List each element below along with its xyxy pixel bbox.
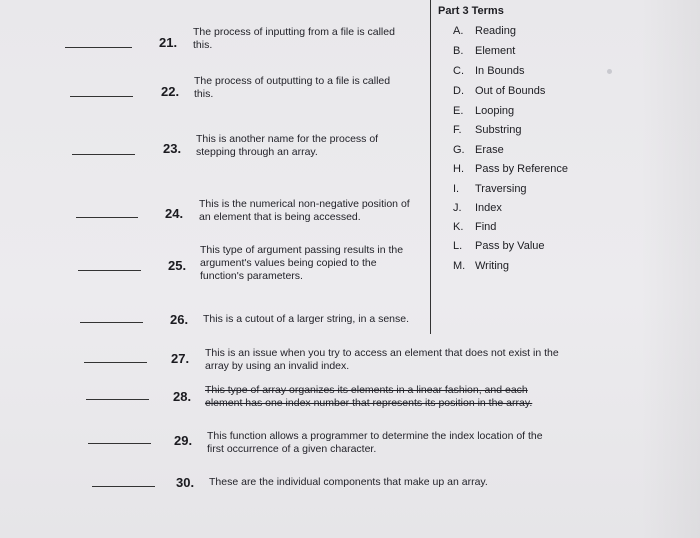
answer-blank-25[interactable] — [78, 270, 141, 271]
question-text-21: The process of inputting from a file is called this. — [193, 26, 395, 51]
answer-blank-27[interactable] — [84, 362, 147, 363]
term-g: G. Erase — [453, 144, 504, 156]
answer-blank-26[interactable] — [80, 322, 143, 323]
question-number-22: 22. — [161, 84, 180, 99]
term-m: M. Writing — [453, 260, 510, 272]
term-c: C. In Bounds — [453, 65, 525, 77]
question-number-24: 24. — [165, 206, 184, 221]
term-h: H. Pass by Reference — [453, 163, 568, 175]
answer-blank-29[interactable] — [88, 443, 151, 444]
question-text-25: This type of argument passing results in the argument's values being copied to the function's parameters. — [200, 244, 404, 282]
question-number-23: 23. — [163, 141, 182, 156]
question-text-23: This is another name for the process of stepping through an array. — [196, 133, 379, 158]
answer-blank-21[interactable] — [65, 47, 132, 48]
question-text-26: This is a cutout of a larger string, in a sense. — [203, 313, 410, 325]
question-number-30: 30. — [176, 475, 195, 490]
question-text-22: The process of outputting to a file is called this. — [194, 75, 391, 100]
term-f: F. Substring — [453, 124, 522, 136]
paper-speck — [607, 69, 612, 74]
question-text-24: This is the numerical non-negative position of an element that is being accessed. — [199, 198, 410, 223]
term-d: D. Out of Bounds — [453, 85, 546, 97]
term-a: A. Reading — [453, 25, 516, 37]
term-e: E. Looping — [453, 105, 515, 117]
term-i: I. Traversing — [453, 183, 527, 195]
term-k: K. Find — [453, 221, 497, 233]
answer-blank-23[interactable] — [72, 154, 135, 155]
question-text-28: This type of array organizes its elements in a linear fashion, and each element has one index number that represents its position in the array. — [205, 384, 533, 409]
term-j: J. Index — [453, 202, 502, 214]
terms-title: Part 3 Terms — [438, 5, 504, 17]
term-l: L. Pass by Value — [453, 240, 545, 252]
question-number-28: 28. — [173, 389, 192, 404]
question-number-21: 21. — [159, 35, 178, 50]
question-text-30: These are the individual components that make up an array. — [209, 476, 488, 488]
terms-divider — [430, 0, 431, 334]
answer-blank-30[interactable] — [92, 486, 155, 487]
page-shadow — [640, 0, 700, 538]
answer-blank-28[interactable] — [86, 399, 149, 400]
question-number-27: 27. — [171, 351, 190, 366]
question-text-29: This function allows a programmer to determine the index location of the first occurrence of a given character. — [207, 430, 543, 455]
question-number-29: 29. — [174, 433, 193, 448]
term-b: B. Element — [453, 45, 516, 57]
question-text-27: This is an issue when you try to access an element that does not exist in the array by using an invalid index. — [205, 347, 559, 372]
question-number-25: 25. — [168, 258, 187, 273]
answer-blank-24[interactable] — [76, 217, 138, 218]
question-number-26: 26. — [170, 312, 189, 327]
answer-blank-22[interactable] — [70, 96, 133, 97]
